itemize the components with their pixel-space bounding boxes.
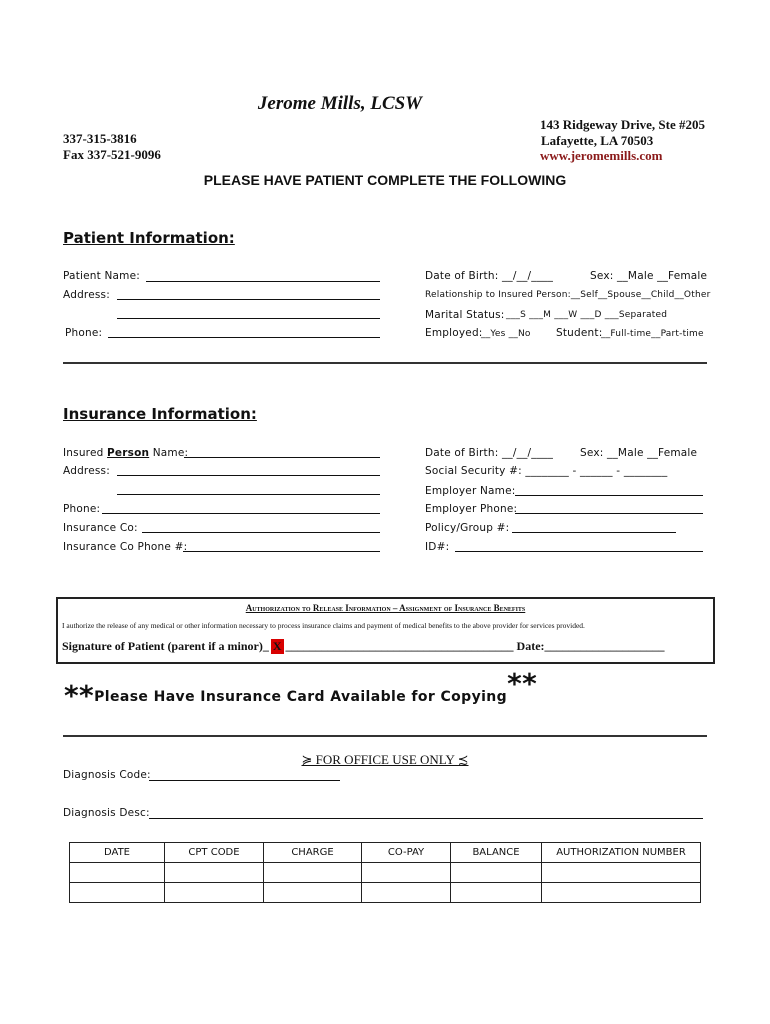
patient-name-label: Patient Name: xyxy=(63,270,141,282)
col-balance: BALANCE xyxy=(451,843,542,863)
table-header-row xyxy=(70,843,701,863)
authorization-title: Authorization to Release Information – Assignment of Insurance Benefits xyxy=(245,603,526,613)
insured-address-label: Address: xyxy=(63,465,110,477)
col-copay: CO-PAY xyxy=(362,843,451,863)
patient-address-field[interactable] xyxy=(117,299,380,300)
ssn-label: Social Security #: ________ - ______ - ________ xyxy=(425,465,668,477)
patient-dob-label: Date of Birth: __/__/____ xyxy=(425,270,554,282)
id-number-label: ID#: xyxy=(425,541,450,553)
table-cell[interactable] xyxy=(451,863,542,883)
note-stars-left: ** xyxy=(64,679,95,712)
insurance-section-title: Insurance Information: xyxy=(63,405,257,423)
insurance-co-phone-field[interactable] xyxy=(183,551,380,552)
insured-address-field[interactable] xyxy=(117,475,380,476)
insured-phone-label: Phone: xyxy=(63,503,101,515)
office-use-table xyxy=(69,842,701,903)
signature-line: ______________________________________ xyxy=(285,639,514,653)
policy-group-field[interactable] xyxy=(512,532,676,533)
marital-status-options: ___S ___M ___W ___D ___Separated xyxy=(506,310,668,320)
main-heading: PLEASE HAVE PATIENT COMPLETE THE FOLLOWING xyxy=(203,172,567,188)
student-options: __Full-time__Part-time xyxy=(601,329,704,339)
table-cell[interactable] xyxy=(264,863,362,883)
marital-status-label: Marital Status: xyxy=(425,309,505,321)
table-cell[interactable] xyxy=(165,863,264,883)
table-row xyxy=(70,863,701,883)
table-cell[interactable] xyxy=(70,883,165,903)
insured-address-field-2[interactable] xyxy=(117,494,380,495)
signature-field[interactable]: X xyxy=(272,639,282,653)
table-cell[interactable] xyxy=(542,883,701,903)
insured-name-label xyxy=(63,447,188,459)
employed-label: Employed: xyxy=(425,327,483,339)
patient-phone-label: Phone: xyxy=(65,327,103,339)
note-text: Please Have Insurance Card Available for Copying xyxy=(94,689,508,705)
patient-sex-label: Sex: __Male __Female xyxy=(590,270,708,282)
patient-section-title: Patient Information: xyxy=(63,229,235,247)
employer-name-field[interactable] xyxy=(515,495,703,496)
authorization-text: I authorize the release of any medical or other information necessary to process insurance claims and payment of medical benefits to the above provider for services provided. xyxy=(62,621,585,630)
table-cell[interactable] xyxy=(362,883,451,903)
diagnosis-desc-field[interactable] xyxy=(149,818,703,819)
patient-address-label: Address: xyxy=(63,289,110,301)
col-cpt-code: CPT CODE xyxy=(165,843,264,863)
patient-address-field-2[interactable] xyxy=(117,318,380,319)
phone-number: 337-315-3816 xyxy=(63,131,137,146)
insurance-co-field[interactable] xyxy=(142,532,380,533)
table-cell[interactable] xyxy=(165,883,264,903)
insurance-co-label: Insurance Co: xyxy=(63,522,138,534)
insured-name-field[interactable] xyxy=(184,457,380,458)
address-line-1: 143 Ridgeway Drive, Ste #205 xyxy=(540,117,706,132)
employer-name-label: Employer Name: xyxy=(425,485,516,497)
table-row xyxy=(70,883,701,903)
employed-options: __Yes __No xyxy=(481,329,531,339)
patient-phone-field[interactable] xyxy=(108,337,380,338)
id-number-field[interactable] xyxy=(455,551,703,552)
date-label: Date: xyxy=(516,639,545,653)
section-divider xyxy=(63,362,707,364)
insured-name-prefix: Insured xyxy=(63,447,108,459)
office-use-heading: ≽ FOR OFFICE USE ONLY ≾ xyxy=(301,752,469,767)
table-cell[interactable] xyxy=(542,863,701,883)
website-link[interactable]: www.jeromemills.com xyxy=(540,148,663,163)
table-cell[interactable] xyxy=(70,863,165,883)
signature-label: Signature of Patient (parent if a minor)_ xyxy=(62,639,269,653)
table-cell[interactable] xyxy=(362,863,451,883)
insured-name-bold: Person xyxy=(107,447,150,459)
address-line-2: Lafayette, LA 70503 xyxy=(541,133,654,148)
table-cell[interactable] xyxy=(451,883,542,903)
table-cell[interactable] xyxy=(264,883,362,903)
diagnosis-desc-label: Diagnosis Desc: xyxy=(63,807,150,819)
relationship-label: Relationship to Insured Person:__Self__Spouse__Child__Other xyxy=(425,290,711,300)
office-divider xyxy=(63,735,707,737)
insured-name-suffix: Name: xyxy=(149,447,189,459)
date-field[interactable]: ____________________ xyxy=(544,639,665,653)
signature-row xyxy=(62,639,665,654)
insured-phone-field[interactable] xyxy=(102,513,380,514)
insurance-card-note xyxy=(64,667,537,712)
practitioner-name: Jerome Mills, LCSW xyxy=(257,93,423,114)
col-authorization-number: AUTHORIZATION NUMBER xyxy=(542,843,701,863)
diagnosis-code-label: Diagnosis Code: xyxy=(63,769,151,781)
note-stars-right: ** xyxy=(507,667,538,700)
policy-group-label: Policy/Group #: xyxy=(425,522,510,534)
employer-phone-field[interactable] xyxy=(515,513,703,514)
insured-sex-label: Sex: __Male __Female xyxy=(580,447,698,459)
col-date: DATE xyxy=(70,843,165,863)
diagnosis-code-field[interactable] xyxy=(149,780,340,781)
employer-phone-label: Employer Phone: xyxy=(425,503,518,515)
student-label: Student: xyxy=(556,327,603,339)
fax-number: Fax 337-521-9096 xyxy=(63,147,161,162)
insured-dob-label: Date of Birth: __/__/____ xyxy=(425,447,554,459)
col-charge: CHARGE xyxy=(264,843,362,863)
insurance-co-phone-label: Insurance Co Phone #: xyxy=(63,541,188,553)
patient-name-field[interactable] xyxy=(146,281,380,282)
